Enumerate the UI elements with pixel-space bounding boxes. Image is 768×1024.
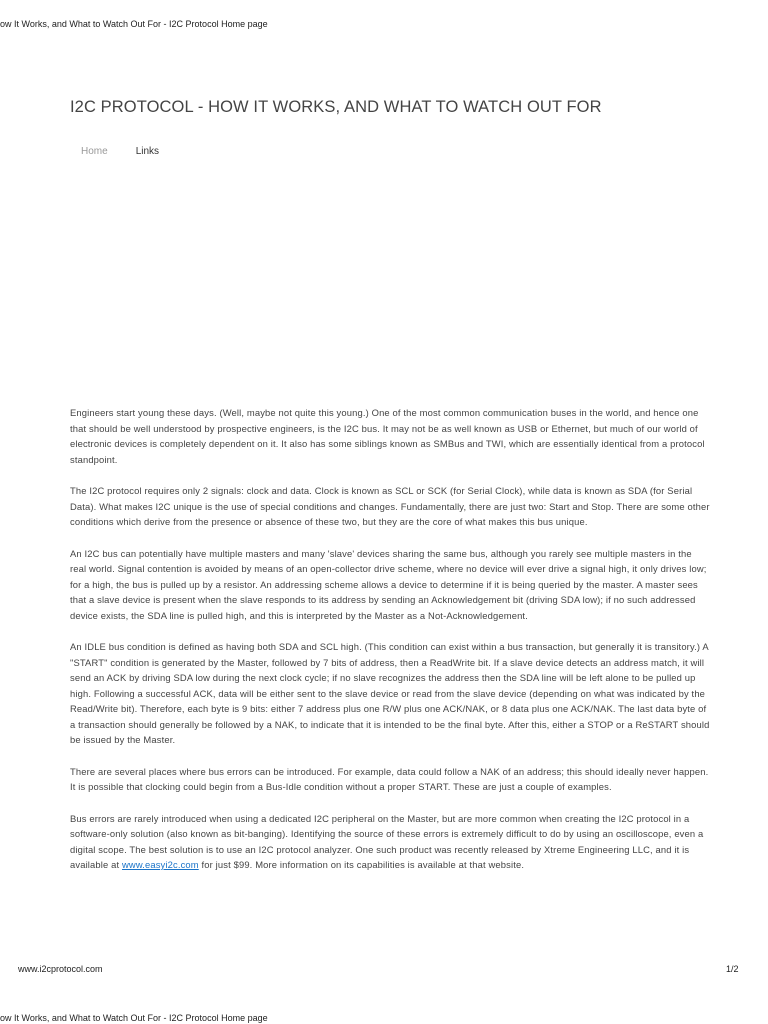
print-footer-page-number: 1/2 xyxy=(726,964,739,974)
article-paragraph-6-text-b: for just $99. More information on its capabilities is available at that website. xyxy=(198,859,525,870)
nav-item-links[interactable]: Links xyxy=(135,146,160,157)
article-paragraph-6-text-a: Bus errors are rarely introduced when using a dedicated I2C peripheral on the Master, but are more common when creating the I2C protocol in a software-only solution (also known as bit-banging). Identifying the source of these errors is extremely difficult to do by using an oscilloscope, even a digital scope. The best solution is to use an I2C protocol analyzer. One such product was recently released by Xtreme Engineering LLC, and it is available at xyxy=(70,812,704,870)
article-paragraph-4: An IDLE bus condition is defined as having both SDA and SCL high. (This condition can exist within a bus transaction, but generally it is transitory.) A "START" condition is generated by the Master, followed by 7 bits of address, then a ReadWrite bit. If a slave device detects an address match, it will send an ACK by driving SDA low during the next clock cycle; if no slave recognizes the address then the SDA line will be left alone to be pulled up high. Following a successful ACK, data will be either sent to the slave device or read from the slave device (depending on what was indicated by the Read/Write bit). Therefore, each byte is 9 bits: either 7 address plus one R/W plus one ACK/NAK, or 8 data plus one ACK/NAK. The last data byte of a transaction should generally be followed by a NAK, to indicate that it is intended to be the final byte. After this, either a STOP or a ReSTART should be issued by the Master. xyxy=(70,641,710,745)
main-nav xyxy=(81,146,159,157)
print-header xyxy=(0,19,268,29)
article-paragraph-2: The I2C protocol requires only 2 signals: clock and data. Clock is known as SCL or SCK (for Serial Clock), while data is known as SDA (for Serial Data). What makes I2C unique is the use of special conditions and changes. Fundamentally, there are just two: Start and Stop. There are some other conditions which derive from the presence or absence of these two, but they are the core of what makes this bus unique. xyxy=(70,485,710,527)
easyi2c-link[interactable]: www.easyi2c.com xyxy=(121,859,199,870)
print-footer-url: www.i2cprotocol.com xyxy=(18,964,103,974)
article-body xyxy=(70,405,710,889)
print-footer-title-text: ow It Works, and What to Watch Out For - I2C Protocol Home page xyxy=(0,1013,268,1023)
article-paragraph-1: Engineers start young these days. (Well, maybe not quite this young.) One of the most common communication buses in the world, and hence one that should be well understood by prospective engineers, is the I2C bus. It may not be as well known as USB or Ethernet, but much of our world of electronic devices is completely dependent on it. It also has some siblings known as SMBus and TWI, which are essentially identical from a protocol standpoint. xyxy=(70,407,705,465)
site-title: I2C PROTOCOL - HOW IT WORKS, AND WHAT TO WATCH OUT FOR xyxy=(70,98,602,116)
print-footer-title xyxy=(0,1013,268,1023)
article-paragraph-3: An I2C bus can potentially have multiple masters and many 'slave' devices sharing the same bus, although you rarely see multiple masters in the real world. Signal contention is avoided by means of an open-collector drive scheme, where no device will ever drive a signal high, it only drives low; for a high, the bus is pulled up by a resistor. An addressing scheme allows a device to determine if it is being queried by the master. A master sees that a slave device is present when the slave responds to its address by sending an Acknowledgement bit (driving SDA low); if no such addressed device exists, the SDA line is pulled high, and this is interpreted by the Master as a Not-Acknowledgement. xyxy=(70,547,707,621)
print-header-title: ow It Works, and What to Watch Out For - I2C Protocol Home page xyxy=(0,19,268,29)
article-paragraph-5: There are several places where bus errors can be introduced. For example, data could follow a NAK of an address; this should ideally never happen. It is possible that clocking could begin from a Bus-Idle condition without a proper START. These are just a couple of examples. xyxy=(70,765,709,792)
nav-item-home[interactable]: Home xyxy=(81,146,108,157)
article-paragraph-6 xyxy=(70,811,710,873)
